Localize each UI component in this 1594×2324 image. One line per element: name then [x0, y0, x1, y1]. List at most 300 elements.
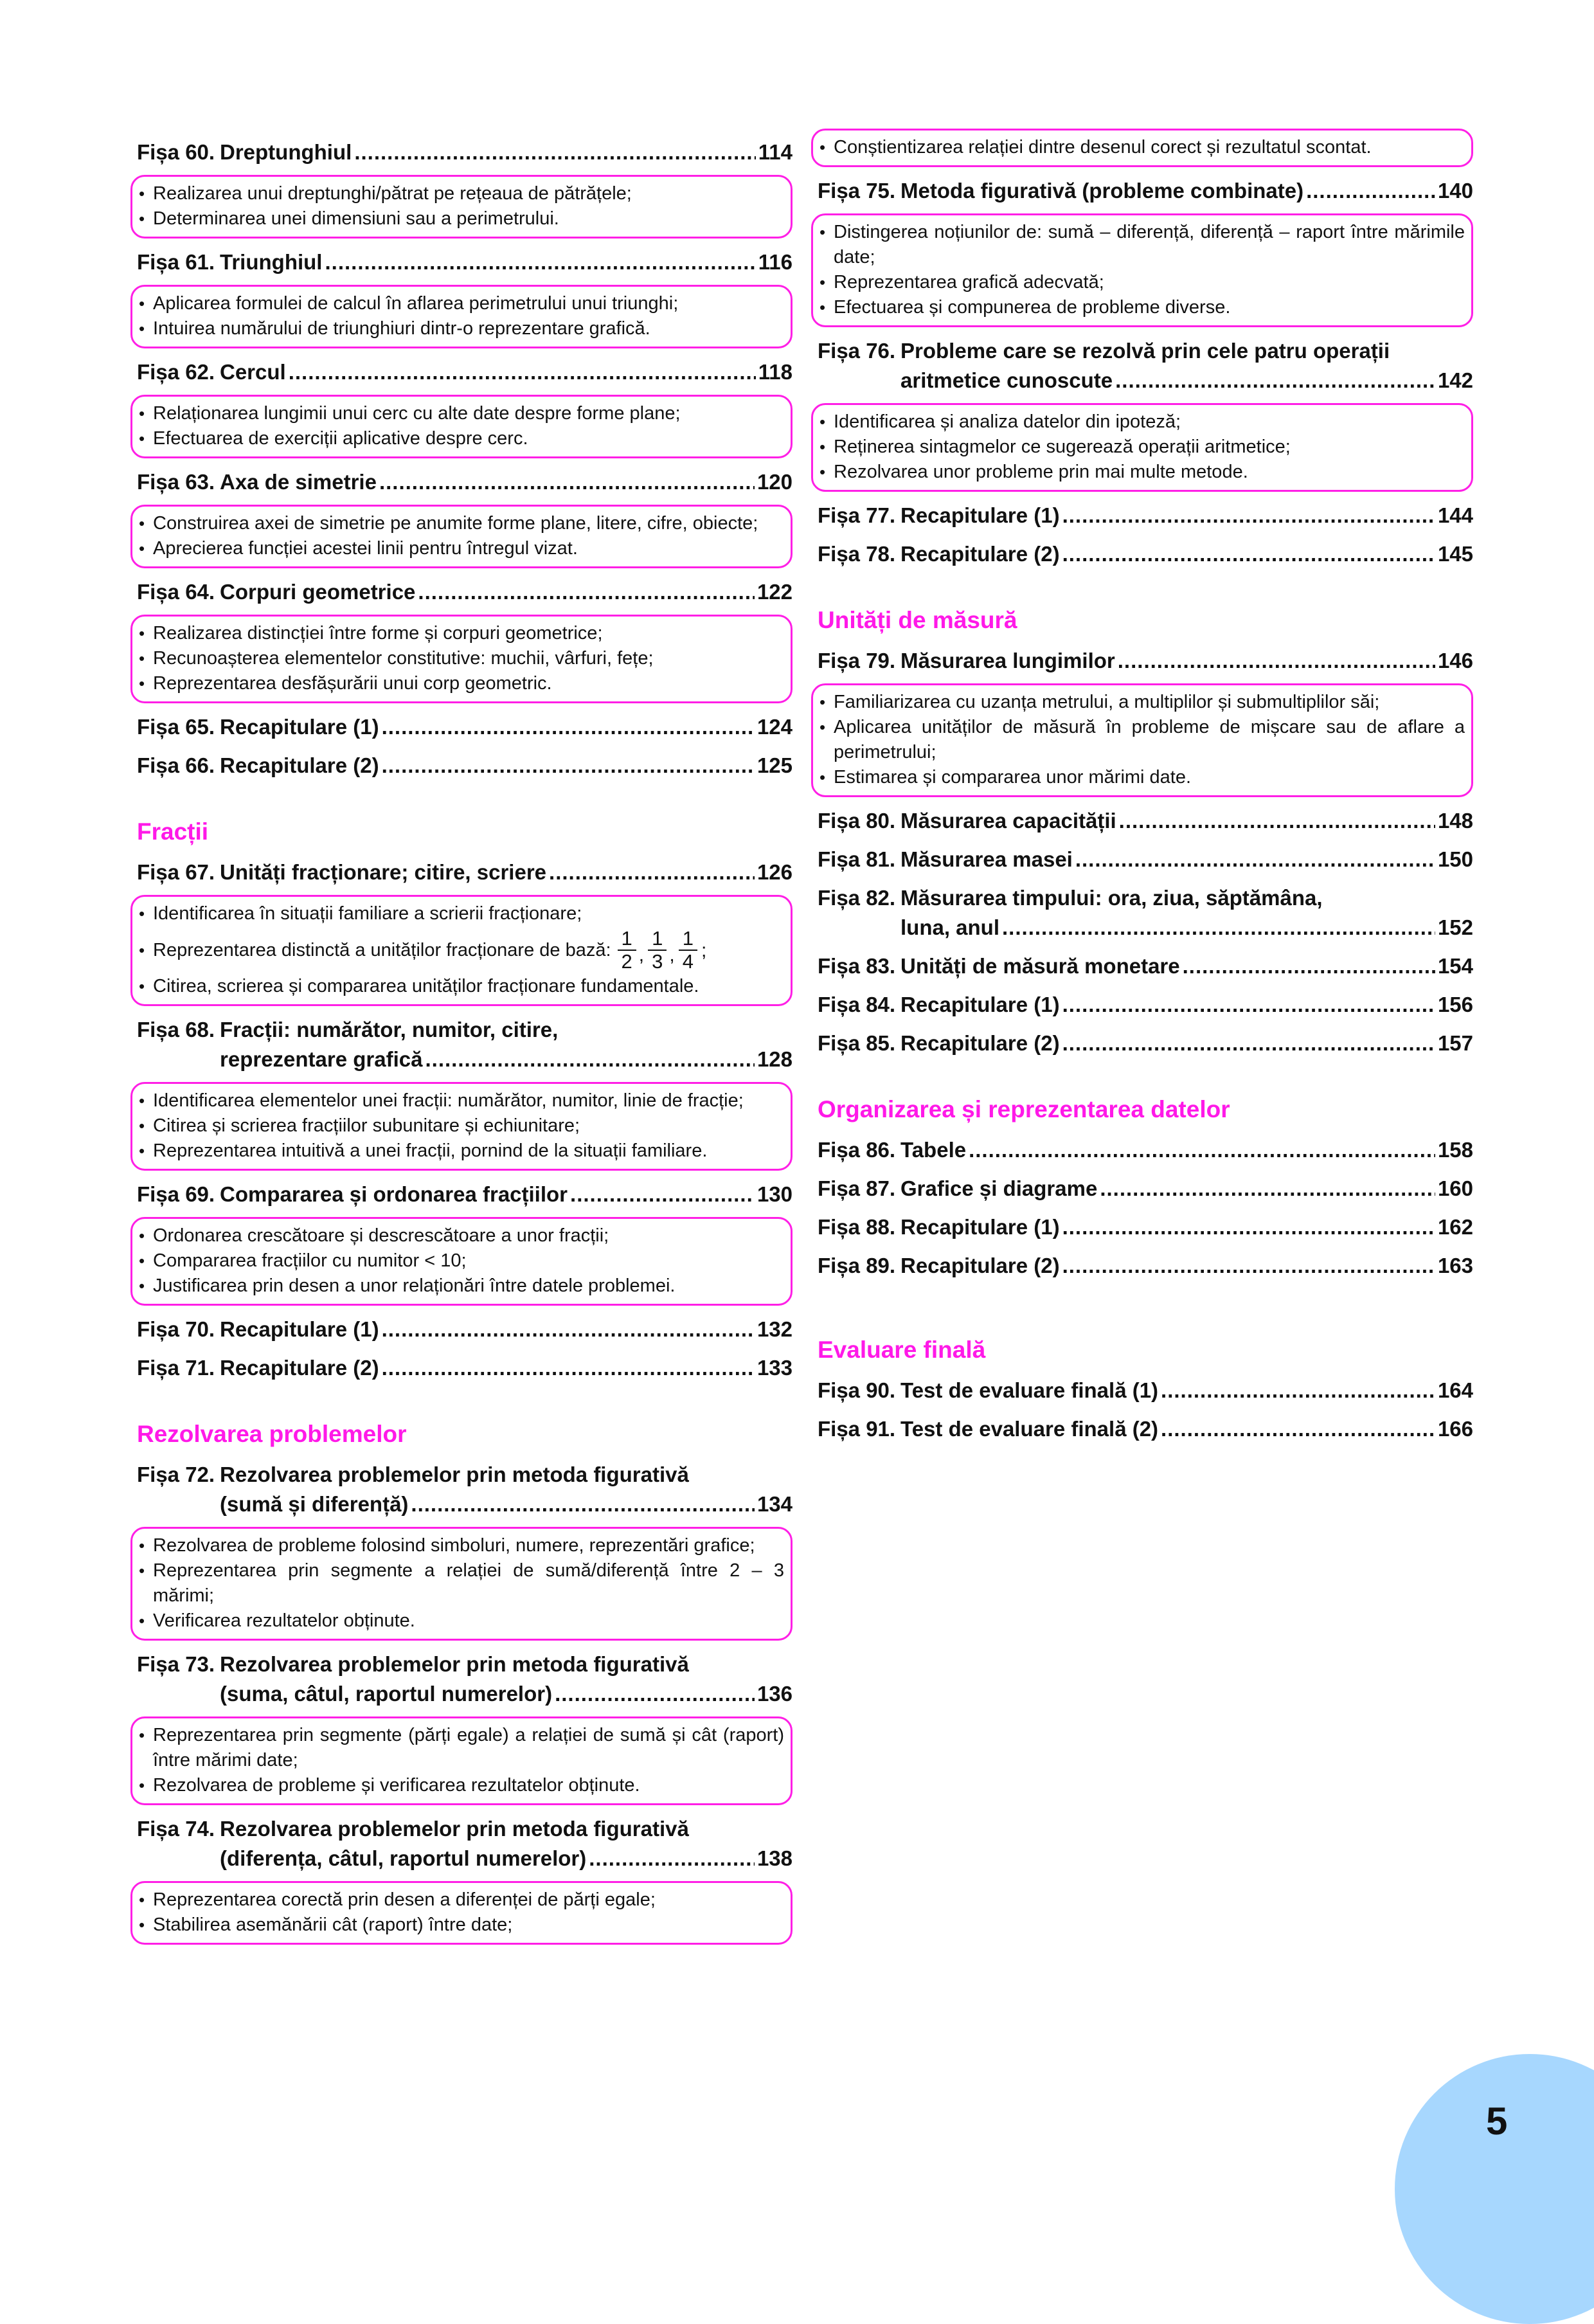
- bullet-icon: •: [139, 1116, 145, 1135]
- objective-item: [139, 1608, 784, 1634]
- dot-leader: [589, 1844, 755, 1873]
- objective-text: Intuirea numărului de triunghiuri dintr-o reprezentare grafică.: [153, 318, 650, 339]
- entry-number: Fișa 61.: [137, 250, 215, 274]
- entry-title: Compararea și ordonarea fracțiilor: [220, 1182, 568, 1206]
- dot-leader: [969, 1135, 1435, 1165]
- dot-leader: [570, 1180, 755, 1209]
- objectives-box: [811, 129, 1473, 167]
- entry-title-block: [220, 712, 793, 742]
- entry-title-block: [900, 539, 1473, 569]
- entry-title: (suma, câtul, raportul numerelor): [220, 1682, 553, 1706]
- dot-leader: [1062, 990, 1435, 1020]
- objective-text: Citirea și scrierea fracțiilor subunitare și echiunitare;: [153, 1115, 580, 1136]
- entry-number: Fișa 68.: [137, 1018, 215, 1041]
- objective-text: Compararea fracțiilor cu numitor < 10;: [153, 1250, 467, 1271]
- bullet-icon: •: [139, 184, 145, 203]
- bullet-icon: •: [139, 209, 145, 228]
- entry-title-line: [220, 858, 793, 887]
- entry-title: Metoda figurativă (probleme combinate): [900, 179, 1304, 203]
- entry-title: Recapitulare (1): [220, 715, 379, 739]
- entry-number: Fișa 62.: [137, 360, 215, 384]
- fraction-end-mark: ;: [701, 939, 707, 961]
- entry-number: Fișa 85.: [818, 1031, 896, 1055]
- objective-text: Aplicarea formulei de calcul în aflarea perimetrului unui triunghi;: [153, 293, 679, 314]
- entry-title: (diferența, câtul, raportul numerelor): [220, 1846, 587, 1870]
- objective-text: Reprezentarea grafică adecvată;: [834, 272, 1104, 293]
- entry-page-number: 157: [1437, 1031, 1473, 1055]
- objective-item: [139, 1887, 784, 1913]
- entry-number: Fișa 69.: [137, 1182, 215, 1206]
- entry-number: Fișa 63.: [137, 470, 215, 494]
- entry-title-block: [900, 336, 1473, 395]
- objectives-box: [130, 285, 793, 348]
- toc-entry[interactable]: [818, 990, 1473, 1020]
- toc-entry[interactable]: [818, 1212, 1473, 1242]
- objective-text: Identificarea elementelor unei fracții: numărător, numitor, linie de fracție;: [153, 1090, 744, 1111]
- toc-entry[interactable]: [137, 1315, 793, 1344]
- toc-entry[interactable]: [818, 845, 1473, 874]
- objective-item: [819, 690, 1465, 715]
- toc-entry[interactable]: [818, 806, 1473, 836]
- entry-page-number: 162: [1437, 1215, 1473, 1239]
- bullet-icon: •: [819, 273, 826, 292]
- bullet-icon: •: [139, 404, 145, 423]
- objective-item: [819, 435, 1465, 460]
- entry-number: Fișa 79.: [818, 649, 896, 672]
- dot-leader: [1002, 913, 1435, 942]
- entry-number: Fișa 74.: [137, 1817, 215, 1841]
- fraction-list: [618, 928, 707, 973]
- objective-item: [819, 270, 1465, 295]
- entry-title-line: [220, 1490, 793, 1519]
- entry-title-block: [900, 1135, 1473, 1165]
- objective-text: Reprezentarea intuitivă a unei fracții, pornind de la situații familiare.: [153, 1140, 708, 1161]
- dot-leader: [1100, 1174, 1435, 1203]
- objectives-box: [130, 1716, 793, 1805]
- objective-item: [139, 536, 784, 561]
- entry-title-line: [900, 845, 1473, 874]
- dot-leader: [1075, 845, 1435, 874]
- section-heading: Rezolvarea problemelor: [137, 1421, 407, 1447]
- bullet-icon: •: [139, 674, 145, 693]
- fraction: [679, 928, 697, 973]
- bullet-icon: •: [819, 717, 826, 737]
- dot-leader: [382, 751, 755, 780]
- bullet-icon: •: [139, 1251, 145, 1270]
- objective-item: [819, 220, 1465, 270]
- objective-text: Rezolvarea unor probleme prin mai multe metode.: [834, 462, 1248, 482]
- objective-item: [819, 410, 1465, 435]
- entry-title-block: [900, 951, 1473, 981]
- toc-entry[interactable]: [818, 1414, 1473, 1444]
- dot-leader: [354, 138, 755, 167]
- bullet-icon: •: [139, 514, 145, 533]
- entry-title: Recapitulare (1): [900, 503, 1060, 527]
- entry-title-line: [220, 751, 793, 780]
- objectives-box: [130, 1527, 793, 1641]
- toc-entry[interactable]: [137, 1353, 793, 1383]
- entry-title-block: [220, 1460, 793, 1519]
- entry-title: (sumă și diferență): [220, 1492, 409, 1516]
- fraction-denominator: 3: [652, 950, 663, 973]
- toc-entry[interactable]: [137, 1650, 793, 1709]
- entry-title-block: [900, 883, 1473, 942]
- objective-text: Aprecierea funcției acestei linii pentru întregul vizat.: [153, 538, 578, 559]
- entry-page-number: 116: [758, 250, 793, 274]
- objective-text: Reprezentarea distinctă a unităților fracționare de bază:: [153, 939, 611, 960]
- fraction-separator: ,: [638, 944, 645, 966]
- entry-page-number: 140: [1437, 179, 1473, 203]
- page-number: 5: [1486, 2100, 1508, 2143]
- toc-right-column: [818, 129, 1473, 1452]
- toc-entry[interactable]: [137, 751, 793, 780]
- entry-title-block: [900, 806, 1473, 836]
- section-heading: Fracții: [137, 818, 209, 845]
- entry-title-line: [220, 1045, 793, 1074]
- entry-number: Fișa 84.: [818, 993, 896, 1016]
- bullet-icon: •: [819, 138, 826, 157]
- entry-title: Recapitulare (2): [900, 542, 1060, 566]
- entry-title-line: Probleme care se rezolvă prin cele patru operații: [900, 339, 1390, 363]
- entry-number: Fișa 83.: [818, 954, 896, 978]
- entry-page-number: 126: [757, 860, 793, 884]
- entry-page-number: 166: [1437, 1417, 1473, 1441]
- toc-entry[interactable]: [137, 1015, 793, 1074]
- entry-page-number: 133: [757, 1356, 793, 1380]
- entry-title-line: [220, 1353, 793, 1383]
- objectives-box: [130, 615, 793, 703]
- entry-title-line: [220, 1679, 793, 1709]
- dot-leader: [1161, 1376, 1435, 1405]
- objective-item: [139, 926, 784, 974]
- toc-entry[interactable]: [818, 883, 1473, 942]
- bullet-icon: •: [139, 1611, 145, 1630]
- objective-text: Efectuarea de exerciții aplicative despre cerc.: [153, 428, 528, 449]
- entry-title: Grafice și diagrame: [900, 1176, 1098, 1200]
- entry-title-block: [900, 1376, 1473, 1405]
- objective-item: [139, 206, 784, 231]
- toc-left-column: [137, 129, 793, 1954]
- bullet-icon: •: [139, 1226, 145, 1245]
- entry-page-number: 164: [1437, 1378, 1473, 1402]
- bullet-icon: •: [819, 437, 826, 456]
- entry-title-block: [220, 138, 793, 167]
- entry-number: Fișa 70.: [137, 1317, 215, 1341]
- entry-title: Recapitulare (2): [220, 753, 379, 777]
- bullet-icon: •: [139, 1915, 145, 1934]
- fraction: [618, 928, 636, 973]
- objective-item: [139, 426, 784, 451]
- objective-item: [819, 135, 1465, 160]
- entry-title: Măsurarea lungimilor: [900, 649, 1115, 672]
- entry-title-line: [900, 501, 1473, 530]
- entry-title-line: [900, 1135, 1473, 1165]
- bullet-icon: •: [139, 294, 145, 313]
- objectives-box: [130, 895, 793, 1006]
- objective-text: Realizarea unui dreptunghi/pătrat pe rețeaua de pătrățele;: [153, 183, 632, 204]
- entry-title-block: [220, 357, 793, 387]
- entry-title-block: [900, 1174, 1473, 1203]
- toc-entry[interactable]: [818, 176, 1473, 206]
- fraction-numerator: 1: [648, 928, 667, 951]
- bullet-icon: •: [139, 429, 145, 448]
- toc-entry[interactable]: [818, 1135, 1473, 1165]
- objective-item: [139, 1558, 784, 1608]
- bullet-icon: •: [139, 1725, 145, 1745]
- entry-title: Recapitulare (1): [220, 1317, 379, 1341]
- entry-page-number: 130: [757, 1182, 793, 1206]
- entry-title-line: [900, 1029, 1473, 1058]
- entry-page-number: 142: [1437, 368, 1473, 392]
- entry-title-block: [900, 1414, 1473, 1444]
- bullet-icon: •: [139, 1141, 145, 1160]
- entry-number: Fișa 77.: [818, 503, 896, 527]
- dot-leader: [382, 1353, 755, 1383]
- entry-title-block: [220, 1814, 793, 1873]
- toc-entry[interactable]: [818, 1251, 1473, 1281]
- objective-item: [139, 1248, 784, 1274]
- entry-number: Fișa 67.: [137, 860, 215, 884]
- toc-entry[interactable]: [818, 539, 1473, 569]
- objective-item: [139, 901, 784, 926]
- entry-title-line: [900, 806, 1473, 836]
- entry-page-number: 114: [758, 140, 793, 164]
- bullet-icon: •: [139, 1890, 145, 1909]
- entry-title-line: [220, 577, 793, 607]
- entry-title: aritmetice cunoscute: [900, 368, 1113, 392]
- entry-number: Fișa 91.: [818, 1417, 896, 1441]
- bullet-icon: •: [139, 977, 145, 996]
- entry-number: Fișa 76.: [818, 339, 896, 363]
- dot-leader: [1118, 646, 1435, 676]
- entry-number: Fișa 81.: [818, 847, 896, 871]
- objective-text: Rezolvarea de probleme și verificarea rezultatelor obținute.: [153, 1775, 640, 1796]
- fraction-numerator: 1: [618, 928, 636, 951]
- entry-title-block: [900, 176, 1473, 206]
- objective-text: Distingerea noțiunilor de: sumă – diferență, diferență – raport între mărimile date;: [834, 222, 1465, 267]
- entry-title: Corpuri geometrice: [220, 580, 416, 604]
- toc-entry[interactable]: [818, 1174, 1473, 1203]
- section-heading: Unități de măsură: [818, 607, 1017, 633]
- entry-title-block: [900, 501, 1473, 530]
- objective-item: [139, 1113, 784, 1139]
- toc-entry[interactable]: [137, 1814, 793, 1873]
- entry-page-number: 152: [1437, 915, 1473, 939]
- entry-title-line: [900, 176, 1473, 206]
- entry-title: Recapitulare (2): [220, 1356, 379, 1380]
- bullet-icon: •: [139, 1091, 145, 1110]
- dot-leader: [425, 1045, 754, 1074]
- objectives-box: [130, 1881, 793, 1945]
- objective-text: Verificarea rezultatelor obținute.: [153, 1610, 415, 1631]
- entry-title-line: Fracții: numărător, numitor, citire,: [220, 1018, 559, 1041]
- toc-entry[interactable]: [137, 467, 793, 497]
- entry-title-line: [220, 467, 793, 497]
- fraction: [648, 928, 667, 973]
- toc-entry[interactable]: [137, 712, 793, 742]
- bullet-icon: •: [139, 1776, 145, 1795]
- entry-title-block: [220, 577, 793, 607]
- objective-item: [139, 1274, 784, 1299]
- objective-item: [819, 715, 1465, 765]
- fraction-denominator: 2: [621, 950, 632, 973]
- objective-text: Recunoașterea elementelor constitutive: muchii, vârfuri, fețe;: [153, 648, 654, 669]
- objective-text: Identificarea și analiza datelor din ipoteză;: [834, 411, 1181, 432]
- objective-item: [139, 511, 784, 536]
- entry-number: Fișa 73.: [137, 1652, 215, 1676]
- entry-title: Recapitulare (2): [900, 1254, 1060, 1277]
- objective-text: Stabilirea asemănării cât (raport) între date;: [153, 1914, 513, 1935]
- section-heading: Organizarea și reprezentarea datelor: [818, 1096, 1230, 1122]
- objectives-box: [811, 213, 1473, 327]
- toc-entry[interactable]: [137, 577, 793, 607]
- toc-entry[interactable]: [818, 646, 1473, 676]
- dot-leader: [1062, 1251, 1435, 1281]
- dot-leader: [1062, 501, 1435, 530]
- toc-entry[interactable]: [137, 1460, 793, 1519]
- entry-title-line: Rezolvarea problemelor prin metoda figurativă: [220, 1463, 689, 1486]
- objective-text: Identificarea în situații familiare a scrierii fracționare;: [153, 903, 582, 924]
- entry-number: Fișa 71.: [137, 1356, 215, 1380]
- dot-leader: [325, 248, 755, 277]
- entry-title-line: [220, 138, 793, 167]
- objective-item: [139, 1139, 784, 1164]
- toc-entry[interactable]: [818, 951, 1473, 981]
- entry-number: Fișa 64.: [137, 580, 215, 604]
- bullet-icon: •: [819, 412, 826, 431]
- toc-entry[interactable]: [137, 1180, 793, 1209]
- objective-text: Estimarea și compararea unor mărimi date.: [834, 767, 1192, 788]
- dot-leader: [1062, 1212, 1435, 1242]
- entry-title: Triunghiul: [220, 250, 323, 274]
- entry-title-block: [900, 845, 1473, 874]
- toc-entry[interactable]: [818, 501, 1473, 530]
- entry-title: Măsurarea capacității: [900, 809, 1116, 833]
- dot-leader: [289, 357, 756, 387]
- toc-entry[interactable]: [818, 336, 1473, 395]
- objective-text: Reprezentarea desfășurării unui corp geometric.: [153, 673, 552, 694]
- toc-entry[interactable]: [818, 1376, 1473, 1405]
- entry-page-number: 118: [758, 360, 793, 384]
- entry-title: Test de evaluare finală (2): [900, 1417, 1159, 1441]
- bullet-icon: •: [819, 222, 826, 242]
- bullet-icon: •: [139, 1276, 145, 1295]
- toc-entry[interactable]: [137, 357, 793, 387]
- objective-text: Determinarea unei dimensiuni sau a perimetrului.: [153, 208, 559, 229]
- entry-title: Test de evaluare finală (1): [900, 1378, 1159, 1402]
- dot-leader: [379, 467, 755, 497]
- objective-item: [139, 1088, 784, 1113]
- bullet-icon: •: [139, 1536, 145, 1555]
- bullet-icon: •: [819, 692, 826, 712]
- entry-number: Fișa 82.: [818, 886, 896, 910]
- entry-title-line: [900, 951, 1473, 981]
- bullet-icon: •: [139, 649, 145, 668]
- entry-title: luna, anul: [900, 915, 1000, 939]
- section-heading: Evaluare finală: [818, 1337, 986, 1363]
- bullet-icon: •: [819, 768, 826, 787]
- entry-page-number: 163: [1437, 1254, 1473, 1277]
- objective-text: Citirea, scrierea și compararea unităților fracționare fundamentale.: [153, 976, 699, 996]
- entry-title-line: [900, 913, 1473, 942]
- entry-number: Fișa 60.: [137, 140, 215, 164]
- objective-text: Efectuarea și compunerea de probleme diverse.: [834, 297, 1231, 318]
- entry-number: Fișa 65.: [137, 715, 215, 739]
- entry-page-number: 134: [757, 1492, 793, 1516]
- entry-title-line: Rezolvarea problemelor prin metoda figurativă: [220, 1817, 689, 1841]
- entry-title-line: [900, 539, 1473, 569]
- toc-entry[interactable]: [137, 858, 793, 887]
- objective-item: [139, 401, 784, 426]
- entry-title: Cercul: [220, 360, 286, 384]
- toc-entry[interactable]: [818, 1029, 1473, 1058]
- toc-entry[interactable]: [137, 138, 793, 167]
- entry-page-number: 124: [757, 715, 793, 739]
- entry-title-line: [220, 357, 793, 387]
- entry-title-line: [900, 646, 1473, 676]
- bullet-icon: •: [139, 904, 145, 923]
- entry-title-block: [900, 1029, 1473, 1058]
- dot-leader: [382, 1315, 755, 1344]
- entry-page-number: 150: [1437, 847, 1473, 871]
- entry-title-line: [220, 712, 793, 742]
- entry-title: reprezentare grafică: [220, 1047, 423, 1071]
- entry-page-number: 156: [1437, 993, 1473, 1016]
- dot-leader: [1062, 539, 1435, 569]
- entry-page-number: 144: [1437, 503, 1473, 527]
- objective-item: [819, 295, 1465, 320]
- entry-number: Fișa 88.: [818, 1215, 896, 1239]
- objective-text: Reprezentarea prin segmente (părți egale) a relației de sumă și cât (raport) între mărimi date;: [153, 1725, 784, 1770]
- objective-text: Reprezentarea corectă prin desen a diferenței de părți egale;: [153, 1889, 656, 1910]
- entry-title: Recapitulare (1): [900, 993, 1060, 1016]
- dot-leader: [549, 858, 755, 887]
- objectives-box: [130, 175, 793, 239]
- objectives-box: [130, 1082, 793, 1171]
- entry-page-number: 146: [1437, 649, 1473, 672]
- entry-title-line: [900, 1212, 1473, 1242]
- entry-title-block: [220, 1650, 793, 1709]
- bullet-icon: •: [819, 298, 826, 317]
- objective-text: Construirea axei de simetrie pe anumite forme plane, litere, cifre, obiecte;: [153, 513, 758, 534]
- dot-leader: [382, 712, 755, 742]
- entry-title-line: [900, 1376, 1473, 1405]
- entry-number: Fișa 75.: [818, 179, 896, 203]
- objectives-box: [130, 505, 793, 568]
- fraction-numerator: 1: [679, 928, 697, 951]
- objective-text: Conștientizarea relației dintre desenul corect și rezultatul scontat.: [834, 137, 1372, 158]
- objective-item: [139, 316, 784, 341]
- objectives-box: [130, 1217, 793, 1306]
- entry-page-number: 132: [757, 1317, 793, 1341]
- entry-title-line: [220, 1180, 793, 1209]
- dot-leader: [1115, 366, 1435, 395]
- entry-title-line: [220, 248, 793, 277]
- dot-leader: [1161, 1414, 1435, 1444]
- entry-title: Unități de măsură monetare: [900, 954, 1180, 978]
- entry-title-line: [220, 1315, 793, 1344]
- entry-number: Fișa 89.: [818, 1254, 896, 1277]
- bullet-icon: •: [139, 940, 145, 960]
- objective-item: [139, 1723, 784, 1773]
- toc-entry[interactable]: [137, 248, 793, 277]
- objective-item: [139, 974, 784, 999]
- entry-title-line: [900, 366, 1473, 395]
- entry-title-line: [900, 990, 1473, 1020]
- entry-number: Fișa 80.: [818, 809, 896, 833]
- entry-title-line: Măsurarea timpului: ora, ziua, săptămâna,: [900, 886, 1323, 910]
- entry-title-block: [220, 248, 793, 277]
